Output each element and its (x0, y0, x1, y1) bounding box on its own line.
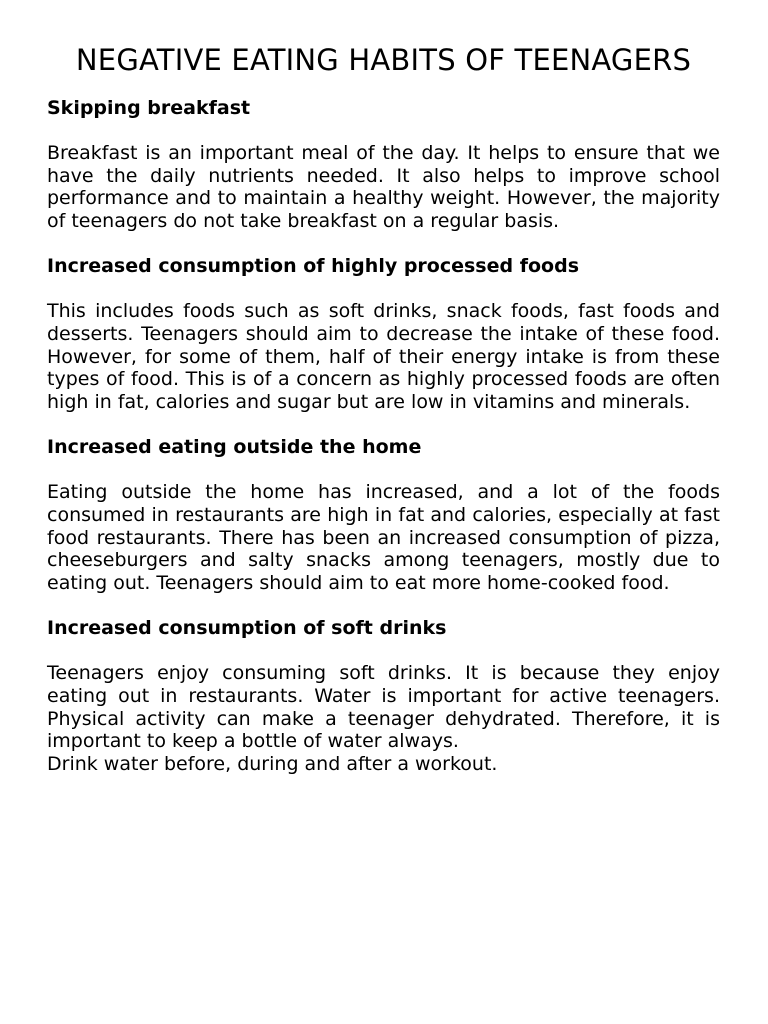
section-heading: Skipping breakfast (47, 97, 251, 119)
section-paragraph: Eating outside the home has increased, and a lot of the foods consumed in restaurants are high in fat and calories, especially at fast food restaurants. There has been an increased consumption of pizza, cheeseburgers and salty snacks among teenagers, mostly due to eating out. Teenagers should aim to eat more home-cooked food. (47, 481, 720, 594)
document-title: NEGATIVE EATING HABITS OF TEENAGERS (75, 43, 692, 77)
section-soft-drinks (47, 616, 720, 775)
section-processed-foods (47, 254, 720, 413)
section-heading: Increased eating outside the home (47, 436, 422, 459)
section-heading: Increased consumption of soft drinks (47, 617, 447, 640)
section-eating-outside (47, 435, 720, 594)
section-paragraph-final-line: Drink water before, during and after a workout. (47, 752, 498, 775)
section-paragraph (47, 662, 720, 775)
section-skipping-breakfast (47, 96, 720, 232)
section-heading: Increased consumption of highly processed foods (47, 255, 579, 278)
document-page (47, 40, 720, 775)
section-paragraph-text: Teenagers enjoy consuming soft drinks. It is because they enjoy eating out in restaurants. Water is important for active teenagers. Physical activity can make a teenager dehydrated. Therefore, it is important to keep a bottle of water always. (47, 662, 720, 753)
section-paragraph: This includes foods such as soft drinks, snack foods, fast foods and desserts. Teenagers should aim to decrease the intake of these food. However, for some of them, half of their energy intake is from these types of food. This is of a concern as highly processed foods are often high in fat, calories and sugar but are low in vitamins and minerals. (47, 300, 720, 413)
section-paragraph: Breakfast is an important meal of the day. It helps to ensure that we have the daily nutrients needed. It also helps to improve school performance and to maintain a healthy weight. However, the majority of teenagers do not take breakfast on a regular basis. (47, 142, 720, 232)
